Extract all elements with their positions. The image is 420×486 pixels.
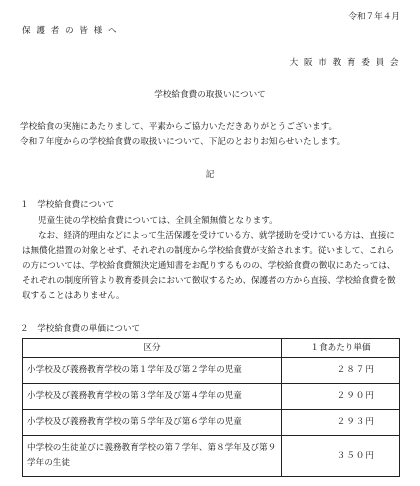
- table-header-category: 区分: [23, 339, 282, 358]
- ki-heading: 記: [205, 170, 215, 180]
- table-cell-price: ３５０円: [282, 436, 400, 477]
- section-1-heading: １ 学校給食費について: [20, 200, 115, 210]
- table-cell-category: 小学校及び義務教育学校の第１学年及び第２学年の児童: [23, 358, 282, 384]
- table-cell-category: 中学校の生徒並びに義務教育学校の第７学年、第８学年及び第９学年の生徒: [23, 436, 282, 477]
- table-row: [23, 384, 400, 410]
- intro-line-2: 令和７年度からの学校給食費の取扱いについて、下記のとおりお知らせいたします。: [20, 137, 346, 147]
- section-2-heading: ２ 学校給食費の単価について: [20, 324, 141, 334]
- recipient-line: 保 護 者 の 皆 様 へ: [22, 26, 119, 36]
- table-cell-price: ２８７円: [282, 358, 400, 384]
- document-title: 学校給食費の取扱いについて: [154, 90, 266, 100]
- table-cell-category: 小学校及び義務教育学校の第５学年及び第６学年の児童: [23, 410, 282, 436]
- table-row: [23, 358, 400, 384]
- table-header-row: [23, 339, 400, 358]
- price-table: [22, 338, 400, 477]
- intro-line-1: 学校給食の実施にあたりまして、平素からご協力いただきありがとうございます。: [20, 122, 338, 132]
- section-1-paragraph-1: 児童生徒の学校給食費については、全員全額無償となります。: [38, 216, 278, 226]
- table-row: [23, 410, 400, 436]
- section-1-paragraph-2: なお、経済的理由などによって生活保護を受けている方、就学援助を受けている方は、直接には無償化措置の対象とせず、それぞれの制度から学校給食費が支給されます。従いまして、これらの方については、学校給食費額決定通知書をお配りするものの、学校給食費の徴収にあたっては、それぞれの制度所管より教育委員会において徴収するため、保護者の方から直接、学校給食費を徴収することはありません。: [22, 231, 396, 301]
- table-cell-price: ２９０円: [282, 384, 400, 410]
- sender-line: 大 阪 市 教 育 委 員 会: [289, 58, 400, 68]
- notice-date: 令和７年４月: [348, 12, 400, 22]
- table-header-price: １食あたり単価: [282, 339, 400, 358]
- table-cell-price: ２９３円: [282, 410, 400, 436]
- table-row: [23, 436, 400, 477]
- table-cell-category: 小学校及び義務教育学校の第３学年及び第４学年の児童: [23, 384, 282, 410]
